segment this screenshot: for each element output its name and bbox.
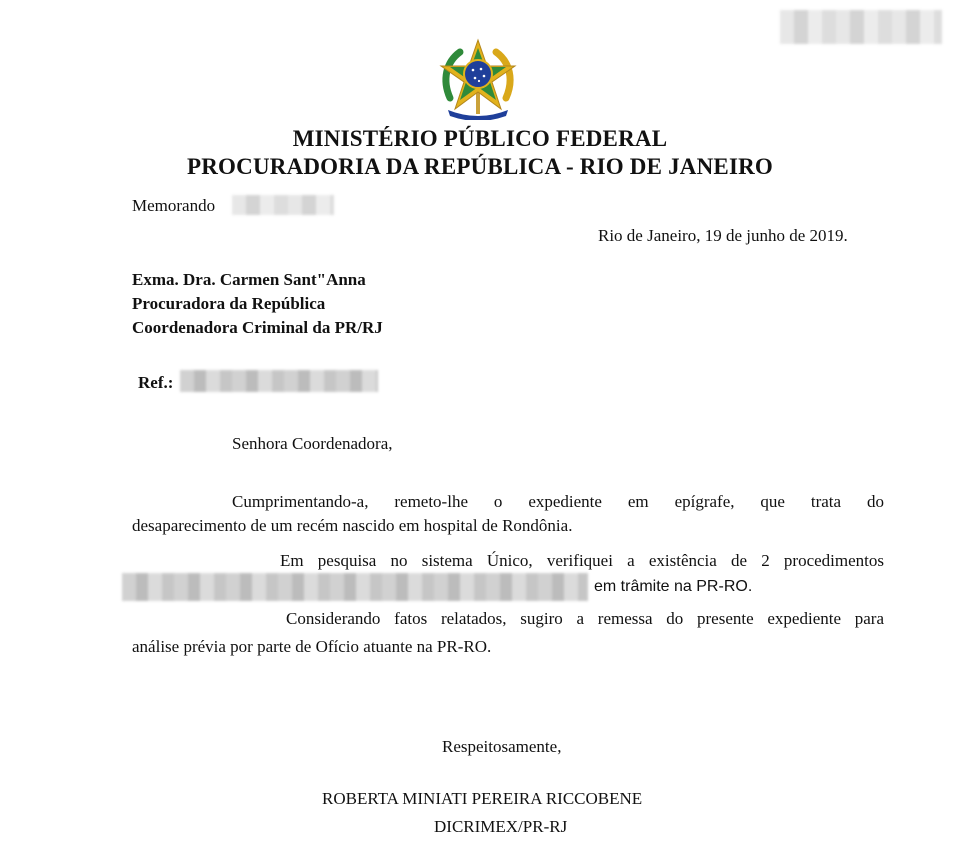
ref-label: Ref.: (138, 373, 174, 392)
redacted-memo-number (232, 195, 334, 215)
redacted-top-right (780, 10, 942, 44)
addressee-role: Procuradora da República (132, 294, 326, 313)
paragraph-2-line-1: Em pesquisa no sistema Único, verifiquei a existência de 2 procedimentos (280, 551, 884, 570)
redacted-reference (180, 370, 378, 392)
brazil-coat-of-arms-icon (436, 36, 520, 120)
header-ministry: MINISTÉRIO PÚBLICO FEDERAL (292, 126, 668, 151)
paragraph-3-line-1: Considerando fatos relatados, sugiro a remessa do presente expediente para (286, 609, 884, 628)
date-line: Rio de Janeiro, 19 de junho de 2019. (598, 226, 848, 245)
paragraph-2-line-2: em trâmite na PR-RO. (594, 578, 753, 595)
addressee-name: Exma. Dra. Carmen Sant"Anna (132, 270, 366, 289)
memo-label: Memorando (132, 196, 216, 215)
redacted-procedures (122, 573, 588, 601)
signature-name: ROBERTA MINIATI PEREIRA RICCOBENE (322, 789, 643, 808)
paragraph-3-line-2: análise prévia por parte de Ofício atuante na PR-RO. (132, 637, 492, 656)
paragraph-1-line-2: desaparecimento de um recém nascido em hospital de Rondônia. (132, 516, 573, 535)
closing: Respeitosamente, (442, 737, 562, 756)
header-procuradoria: PROCURADORIA DA REPÚBLICA - RIO DE JANEIRO (186, 154, 773, 179)
salutation: Senhora Coordenadora, (232, 434, 393, 453)
paragraph-1-line-1: Cumprimentando-a, remeto-lhe o expediente em epígrafe, que trata do (232, 492, 884, 511)
addressee-office: Coordenadora Criminal da PR/RJ (132, 318, 383, 337)
signature-unit: DICRIMEX/PR-RJ (434, 817, 568, 836)
